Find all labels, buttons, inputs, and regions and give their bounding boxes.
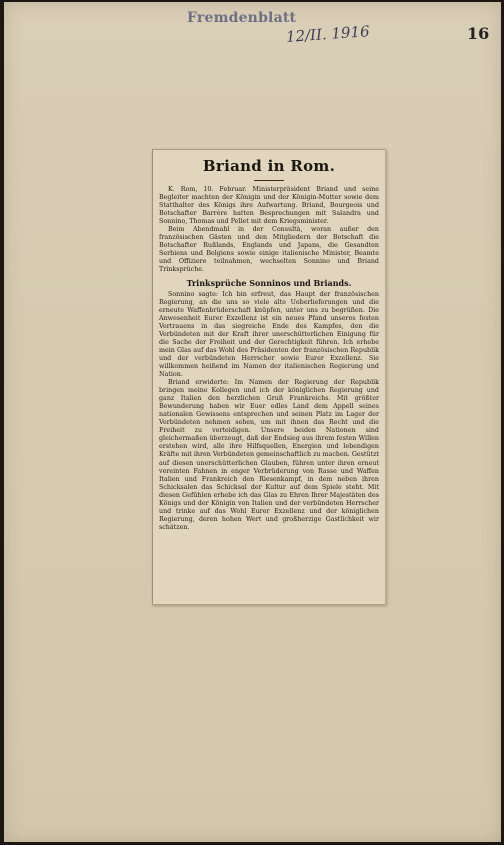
article-paragraph: Briand erwiderte: Im Namen der Regierung der Republik bringen meine Kollegen und ich der königlichen Regierung und ganz Italien den herzlichen Gruß Frankreichs. Mit größter Bewunderung haben wir Euer edles Land dem Appell seines nationalen Gewissens entsprechen und seinen Platz im Lager der Verbündeten nehmen sehen, um mit ihnen das Recht und die Freiheit zu verteidigen. Unsere beiden Nationen sind gleichermaßen überzeugt, daß der Endsieg aus ihrem festen Willen erstehen wird, alle ihre Hilfsquellen, Energien und lebendigen Kräfte mit ihren Verbündeten gemeinschaftlich zu machen. Gestützt auf diesen unerschütterlichen Glauben, führen unter ihren erneut vereinten Fahnen in enger Verbrüderung von Rasse und Waffen Italien und Frankreich den Riesenkampf, in dem neben ihren Schicksalen das Schicksal der Kultur auf dem Spiele steht. Mit diesen Gefühlen erhebe ich das Glas zu Ehren Ihrer Majestäten des Königs und der Königin von Italien und der verbündeten Herrscher und trinke auf das Wohl Eurer Exzellenz und der königlichen Regierung, deren hohen Wert und großherzige Gastlichkeit wir schätzen. [159,379,379,531]
page-number: 16 [467,24,490,43]
newspaper-clipping [152,149,386,605]
handwritten-date: 12/II. 1916 [285,22,371,46]
article-headline: Briand in Rom. [202,157,336,175]
newspaper-stamp: Fremdenblatt [187,10,297,26]
article-subheading: Trinksprüche Sonninos und Briands. [186,277,352,288]
headline-rule [254,180,284,181]
archive-sheet [4,2,501,842]
article-paragraph: K. Rom, 10. Februar. Ministerpräsident Briand und seine Begleiter machten der Königin und der Königin-Mutter sowie dem Statthalter des Königs ihre Aufwartung. Briand, Bourgeois und Botschafter Barrère hatten Besprechungen mit Salandra und Sonnino, Thomas und Pellet mit dem Kriegsminister. [159,186,379,226]
article-paragraph: Beim Abendmahl in der Consultà, woran außer den französischen Gästen und den Mitgliedern der Botschaft die Botschafter Rußlands, Englands und Japans, die Gesandten Serbiens und Belgiens sowie einige italienische Minister, Beamte und Offiziere teilnahmen, wechselten Sonnino und Briand Trinksprüche. [159,226,379,274]
article-paragraph: Sonnino sagte: Ich bin erfreut, das Haupt der französischen Regierung, an die uns so viele alte Ueberlieferungen und die erneute Waffenbrüderschaft knüpfen, unter uns zu begrüßen. Die Anwesenheit Eurer Exzellenz ist ein neues Pfand unseres festen Vertrauens in das siegreiche Ende des Kampfes, den die Verbündeten mit der Kraft ihrer unerschütterlichen Einigung für die Sache der Freiheit und der Gerechtigkeit führen. Ich erhebe mein Glas auf das Wohl des Präsidenten der französischen Republik und der verbündeten Herrscher sowie Eurer Exzellenz. Sie willkommen heißend im Namen der italienischen Regierung und Nation. [159,290,379,378]
